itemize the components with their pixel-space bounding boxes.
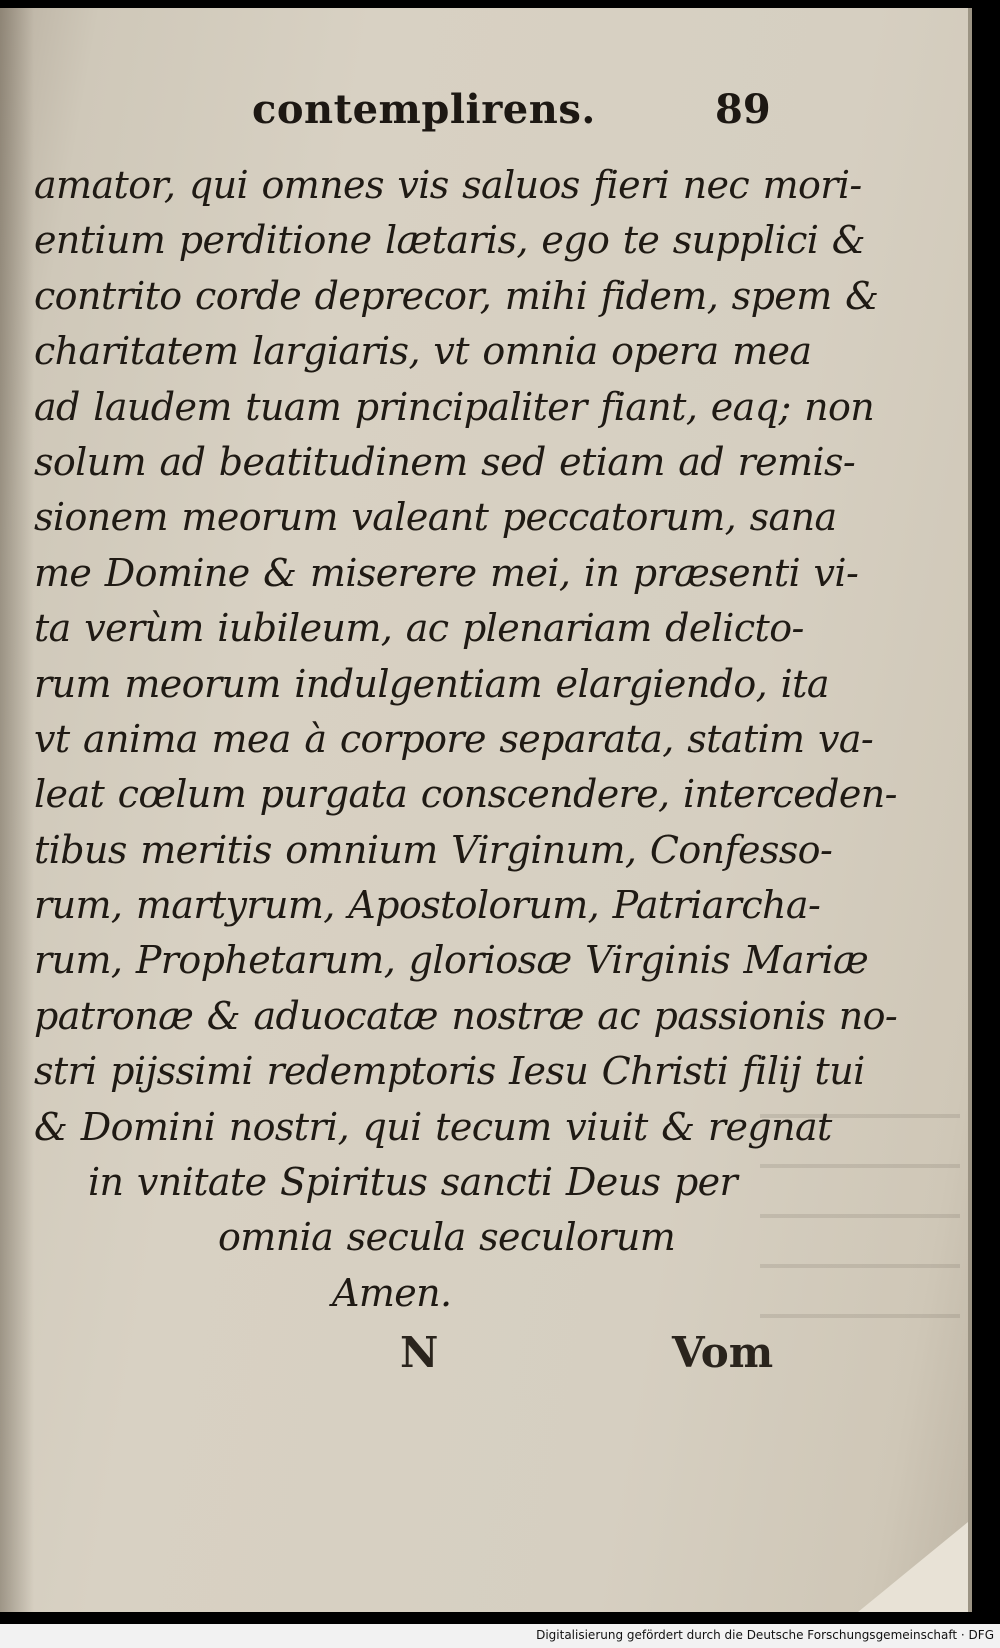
footer-credit: Digitalisierung gefördert durch die Deutsche Forschungsgemeinschaft · DFG bbox=[536, 1628, 994, 1642]
text-line: tibus meritis omnium Virginum, Confesso- bbox=[34, 827, 833, 872]
text-line: ta verùm iubileum, ac plenariam delicto- bbox=[34, 606, 804, 651]
body-text bbox=[34, 158, 898, 1321]
page-number: 89 bbox=[715, 86, 771, 133]
text-line: ad laudem tuam principaliter fiant, eaq; non bbox=[34, 384, 875, 429]
text-line: leat cœlum purgata conscendere, interceden- bbox=[34, 772, 897, 817]
text-line: solum ad beatitudinem sed etiam ad remis- bbox=[34, 439, 856, 484]
text-line: sionem meorum valeant peccatorum, sana bbox=[34, 495, 837, 540]
text-line: omnia secula seculorum bbox=[218, 1215, 676, 1260]
text-line: rum meorum indulgentiam elargiendo, ita bbox=[34, 661, 829, 706]
text-line: vt anima mea à corpore separata, statim va- bbox=[34, 716, 874, 761]
bleed-through bbox=[760, 1088, 960, 1318]
text-line: patronæ & aduocatæ nostræ ac passionis no- bbox=[34, 993, 898, 1038]
text-line: charitatem largiaris, vt omnia opera mea bbox=[34, 329, 812, 374]
text-line: entium perditione lætaris, ego te supplici & bbox=[34, 218, 866, 263]
book-page bbox=[0, 8, 972, 1612]
text-line: rum, martyrum, Apostolorum, Patriarcha- bbox=[34, 883, 821, 928]
text-line: rum, Prophetarum, gloriosæ Virginis Mariæ bbox=[34, 938, 869, 983]
text-line: stri pijssimi redemptoris Iesu Christi filij tui bbox=[34, 1049, 865, 1094]
text-line: in vnitate Spiritus sancti Deus per bbox=[88, 1160, 738, 1205]
text-line: contrito corde deprecor, mihi fidem, spem & bbox=[34, 273, 879, 318]
text-line: amator, qui omnes vis saluos fieri nec mori- bbox=[34, 163, 862, 207]
page-header bbox=[0, 86, 968, 146]
torn-corner bbox=[858, 1522, 968, 1612]
running-head: contemplirens. bbox=[252, 86, 596, 133]
footer-bar bbox=[0, 1624, 1000, 1648]
catchword-right: Vom bbox=[672, 1328, 774, 1377]
text-line: & Domini nostri, qui tecum viuit & regnat bbox=[34, 1104, 832, 1149]
text-line: me Domine & miserere mei, in præsenti vi- bbox=[34, 550, 859, 595]
closing-line: Amen. bbox=[332, 1270, 452, 1315]
catchword-left: N bbox=[400, 1328, 439, 1377]
